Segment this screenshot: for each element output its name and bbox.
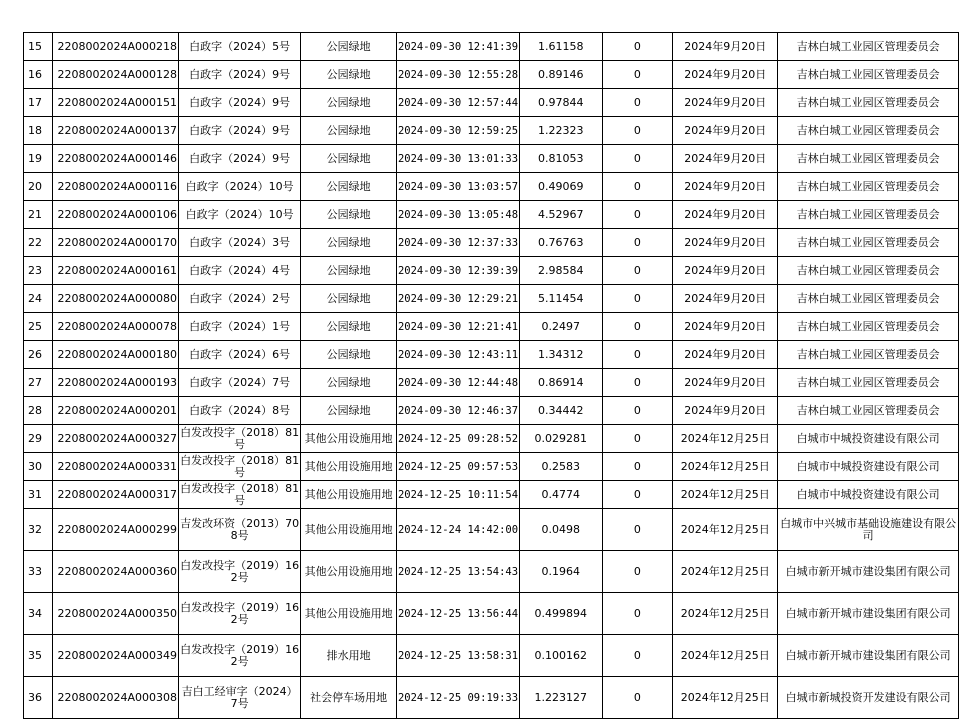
cell-approval-doc: 白政字（2024）6号: [178, 341, 300, 369]
cell-seq: 17: [24, 89, 53, 117]
cell-date: 2024年12月25日: [673, 481, 778, 509]
cell-code: 2208002024A000360: [53, 551, 179, 593]
cell-area: 0.89146: [520, 61, 602, 89]
cell-area: 1.223127: [520, 677, 602, 719]
table-body: [24, 33, 959, 719]
cell-seq: 28: [24, 397, 53, 425]
cell-amount: 0: [602, 551, 673, 593]
cell-amount: 0: [602, 173, 673, 201]
cell-timestamp: 2024-09-30 12:41:39: [396, 33, 519, 61]
cell-amount: 0: [602, 229, 673, 257]
cell-code: 2208002024A000308: [53, 677, 179, 719]
cell-land-use: 其他公用设施用地: [301, 593, 397, 635]
table-row: [24, 481, 959, 509]
cell-land-use: 社会停车场用地: [301, 677, 397, 719]
cell-amount: 0: [602, 593, 673, 635]
cell-seq: 35: [24, 635, 53, 677]
cell-area: 0.2583: [520, 453, 602, 481]
cell-unit: 吉林白城工业园区管理委员会: [778, 201, 959, 229]
cell-land-use: 公园绿地: [301, 145, 397, 173]
cell-timestamp: 2024-09-30 12:44:48: [396, 369, 519, 397]
cell-land-use: 其他公用设施用地: [301, 481, 397, 509]
cell-land-use: 排水用地: [301, 635, 397, 677]
cell-area: 1.61158: [520, 33, 602, 61]
cell-amount: 0: [602, 201, 673, 229]
cell-area: 0.81053: [520, 145, 602, 173]
cell-date: 2024年12月25日: [673, 453, 778, 481]
cell-amount: 0: [602, 257, 673, 285]
cell-code: 2208002024A000331: [53, 453, 179, 481]
cell-date: 2024年12月25日: [673, 551, 778, 593]
cell-amount: 0: [602, 369, 673, 397]
cell-timestamp: 2024-12-24 14:42:00: [396, 509, 519, 551]
cell-code: 2208002024A000116: [53, 173, 179, 201]
cell-timestamp: 2024-09-30 12:43:11: [396, 341, 519, 369]
cell-approval-doc: 白发改投字（2019）162号: [178, 593, 300, 635]
cell-area: 0.0498: [520, 509, 602, 551]
cell-land-use: 公园绿地: [301, 89, 397, 117]
cell-timestamp: 2024-12-25 13:56:44: [396, 593, 519, 635]
table-row: [24, 551, 959, 593]
table-row: [24, 369, 959, 397]
cell-land-use: 公园绿地: [301, 33, 397, 61]
cell-approval-doc: 白政字（2024）9号: [178, 145, 300, 173]
cell-approval-doc: 白政字（2024）3号: [178, 229, 300, 257]
cell-date: 2024年9月20日: [673, 369, 778, 397]
cell-approval-doc: 白政字（2024）9号: [178, 61, 300, 89]
cell-unit: 吉林白城工业园区管理委员会: [778, 257, 959, 285]
cell-approval-doc: 白政字（2024）9号: [178, 89, 300, 117]
cell-timestamp: 2024-09-30 12:29:21: [396, 285, 519, 313]
cell-code: 2208002024A000349: [53, 635, 179, 677]
cell-seq: 29: [24, 425, 53, 453]
cell-unit: 白城市中城投资建设有限公司: [778, 453, 959, 481]
cell-date: 2024年9月20日: [673, 145, 778, 173]
cell-approval-doc: 白政字（2024）10号: [178, 201, 300, 229]
cell-area: 0.100162: [520, 635, 602, 677]
cell-timestamp: 2024-12-25 09:57:53: [396, 453, 519, 481]
cell-amount: 0: [602, 481, 673, 509]
cell-code: 2208002024A000317: [53, 481, 179, 509]
cell-code: 2208002024A000327: [53, 425, 179, 453]
cell-approval-doc: 白政字（2024）4号: [178, 257, 300, 285]
cell-seq: 27: [24, 369, 53, 397]
cell-code: 2208002024A000201: [53, 397, 179, 425]
cell-timestamp: 2024-09-30 12:55:28: [396, 61, 519, 89]
cell-area: 1.34312: [520, 341, 602, 369]
cell-area: 0.4774: [520, 481, 602, 509]
cell-area: 0.029281: [520, 425, 602, 453]
cell-unit: 白城市中城投资建设有限公司: [778, 481, 959, 509]
cell-seq: 33: [24, 551, 53, 593]
cell-amount: 0: [602, 285, 673, 313]
cell-seq: 23: [24, 257, 53, 285]
cell-unit: 吉林白城工业园区管理委员会: [778, 61, 959, 89]
cell-code: 2208002024A000161: [53, 257, 179, 285]
table-row: [24, 33, 959, 61]
cell-unit: 白城市新开城市建设集团有限公司: [778, 551, 959, 593]
cell-timestamp: 2024-09-30 12:46:37: [396, 397, 519, 425]
cell-amount: 0: [602, 341, 673, 369]
cell-approval-doc: 吉白工经审字（2024）7号: [178, 677, 300, 719]
cell-seq: 34: [24, 593, 53, 635]
cell-timestamp: 2024-09-30 12:59:25: [396, 117, 519, 145]
cell-code: 2208002024A000078: [53, 313, 179, 341]
cell-seq: 24: [24, 285, 53, 313]
cell-code: 2208002024A000151: [53, 89, 179, 117]
cell-unit: 吉林白城工业园区管理委员会: [778, 229, 959, 257]
table-row: [24, 341, 959, 369]
cell-date: 2024年9月20日: [673, 229, 778, 257]
cell-seq: 19: [24, 145, 53, 173]
cell-seq: 20: [24, 173, 53, 201]
table-row: [24, 397, 959, 425]
cell-timestamp: 2024-12-25 13:54:43: [396, 551, 519, 593]
table-row: [24, 145, 959, 173]
cell-seq: 25: [24, 313, 53, 341]
cell-approval-doc: 白发改投字（2018）81号: [180, 453, 300, 479]
cell-approval-doc: 白发改投字（2018）81号: [180, 425, 300, 451]
cell-timestamp: 2024-09-30 12:57:44: [396, 89, 519, 117]
cell-timestamp: 2024-12-25 10:11:54: [396, 481, 519, 509]
cell-land-use: 公园绿地: [301, 285, 397, 313]
cell-land-use: 公园绿地: [301, 201, 397, 229]
table-row: [24, 89, 959, 117]
cell-seq: 18: [24, 117, 53, 145]
cell-area: 4.52967: [520, 201, 602, 229]
cell-seq: 15: [24, 33, 53, 61]
cell-timestamp: 2024-12-25 09:19:33: [396, 677, 519, 719]
cell-land-use: 公园绿地: [301, 341, 397, 369]
cell-timestamp: 2024-09-30 12:37:33: [396, 229, 519, 257]
cell-area: 0.97844: [520, 89, 602, 117]
cell-code: 2208002024A000180: [53, 341, 179, 369]
cell-approval-doc: 白政字（2024）1号: [178, 313, 300, 341]
cell-area: 0.2497: [520, 313, 602, 341]
table-row: [24, 229, 959, 257]
cell-date: 2024年9月20日: [673, 61, 778, 89]
cell-area: 0.76763: [520, 229, 602, 257]
cell-amount: 0: [602, 89, 673, 117]
cell-date: 2024年9月20日: [673, 397, 778, 425]
cell-land-use: 其他公用设施用地: [301, 551, 397, 593]
cell-timestamp: 2024-09-30 12:39:39: [396, 257, 519, 285]
cell-approval-doc: 白政字（2024）9号: [178, 117, 300, 145]
cell-area: 0.499894: [520, 593, 602, 635]
cell-date: 2024年12月25日: [673, 593, 778, 635]
cell-date: 2024年9月20日: [673, 33, 778, 61]
cell-code: 2208002024A000170: [53, 229, 179, 257]
cell-code: 2208002024A000350: [53, 593, 179, 635]
cell-date: 2024年12月25日: [673, 635, 778, 677]
cell-approval-doc: 白政字（2024）10号: [178, 173, 300, 201]
cell-approval-doc: 白政字（2024）2号: [178, 285, 300, 313]
cell-area: 0.86914: [520, 369, 602, 397]
cell-land-use: 其他公用设施用地: [301, 425, 397, 453]
cell-timestamp: 2024-09-30 12:21:41: [396, 313, 519, 341]
cell-unit: 吉林白城工业园区管理委员会: [778, 397, 959, 425]
cell-approval-doc: 白发改投字（2019）162号: [178, 551, 300, 593]
cell-amount: 0: [602, 33, 673, 61]
cell-date: 2024年9月20日: [673, 117, 778, 145]
cell-approval-doc: 吉发改环资（2013）708号: [178, 509, 300, 551]
cell-code: 2208002024A000080: [53, 285, 179, 313]
cell-date: 2024年9月20日: [673, 257, 778, 285]
cell-amount: 0: [602, 635, 673, 677]
cell-unit: 吉林白城工业园区管理委员会: [778, 33, 959, 61]
cell-code: 2208002024A000146: [53, 145, 179, 173]
cell-code: 2208002024A000137: [53, 117, 179, 145]
table-row: [24, 509, 959, 551]
cell-land-use: 公园绿地: [301, 257, 397, 285]
cell-seq: 26: [24, 341, 53, 369]
cell-area: 0.49069: [520, 173, 602, 201]
cell-land-use: 其他公用设施用地: [301, 453, 397, 481]
cell-land-use: 公园绿地: [301, 397, 397, 425]
cell-unit: 吉林白城工业园区管理委员会: [778, 117, 959, 145]
cell-seq: 21: [24, 201, 53, 229]
cell-date: 2024年9月20日: [673, 173, 778, 201]
cell-land-use: 公园绿地: [301, 117, 397, 145]
cell-amount: 0: [602, 397, 673, 425]
cell-area: 5.11454: [520, 285, 602, 313]
cell-land-use: 公园绿地: [301, 173, 397, 201]
cell-date: 2024年9月20日: [673, 341, 778, 369]
cell-unit: 吉林白城工业园区管理委员会: [778, 313, 959, 341]
cell-approval-doc: 白政字（2024）5号: [178, 33, 300, 61]
cell-area: 1.22323: [520, 117, 602, 145]
table-row: [24, 313, 959, 341]
cell-land-use: 公园绿地: [301, 313, 397, 341]
cell-date: 2024年9月20日: [673, 89, 778, 117]
cell-seq: 36: [24, 677, 53, 719]
table-row: [24, 201, 959, 229]
land-table: [23, 32, 959, 719]
table-row: [24, 257, 959, 285]
cell-code: 2208002024A000299: [53, 509, 179, 551]
table-row: [24, 677, 959, 719]
cell-code: 2208002024A000218: [53, 33, 179, 61]
cell-timestamp: 2024-12-25 13:58:31: [396, 635, 519, 677]
cell-amount: 0: [602, 453, 673, 481]
cell-date: 2024年9月20日: [673, 201, 778, 229]
cell-land-use: 公园绿地: [301, 61, 397, 89]
cell-unit: 白城市中城投资建设有限公司: [778, 425, 959, 453]
cell-unit: 白城市新开城市建设集团有限公司: [778, 635, 959, 677]
cell-date: 2024年12月25日: [673, 509, 778, 551]
cell-unit: 吉林白城工业园区管理委员会: [778, 173, 959, 201]
cell-timestamp: 2024-12-25 09:28:52: [396, 425, 519, 453]
cell-area: 2.98584: [520, 257, 602, 285]
cell-code: 2208002024A000193: [53, 369, 179, 397]
cell-amount: 0: [602, 145, 673, 173]
table-row: [24, 61, 959, 89]
cell-unit: 吉林白城工业园区管理委员会: [778, 89, 959, 117]
cell-seq: 31: [24, 481, 53, 509]
cell-seq: 22: [24, 229, 53, 257]
cell-seq: 32: [24, 509, 53, 551]
cell-approval-doc: 白发改投字（2019）162号: [178, 635, 300, 677]
table-row: [24, 453, 959, 481]
cell-amount: 0: [602, 425, 673, 453]
table-row: [24, 285, 959, 313]
cell-seq: 16: [24, 61, 53, 89]
cell-land-use: 其他公用设施用地: [301, 509, 397, 551]
cell-date: 2024年12月25日: [673, 425, 778, 453]
cell-amount: 0: [602, 509, 673, 551]
cell-code: 2208002024A000106: [53, 201, 179, 229]
cell-unit: 吉林白城工业园区管理委员会: [778, 341, 959, 369]
cell-timestamp: 2024-09-30 13:01:33: [396, 145, 519, 173]
table-row: [24, 425, 959, 453]
cell-land-use: 公园绿地: [301, 229, 397, 257]
cell-amount: 0: [602, 313, 673, 341]
cell-unit: 白城市新开城市建设集团有限公司: [778, 593, 959, 635]
cell-date: 2024年12月25日: [673, 677, 778, 719]
cell-amount: 0: [602, 61, 673, 89]
cell-approval-doc: 白政字（2024）7号: [178, 369, 300, 397]
cell-unit: 白城市新城投资开发建设有限公司: [778, 677, 959, 719]
table-row: [24, 117, 959, 145]
cell-area: 0.34442: [520, 397, 602, 425]
cell-unit: 吉林白城工业园区管理委员会: [778, 369, 959, 397]
cell-amount: 0: [602, 677, 673, 719]
table-row: [24, 173, 959, 201]
cell-amount: 0: [602, 117, 673, 145]
cell-code: 2208002024A000128: [53, 61, 179, 89]
table-row: [24, 635, 959, 677]
cell-area: 0.1964: [520, 551, 602, 593]
table-row: [24, 593, 959, 635]
cell-date: 2024年9月20日: [673, 313, 778, 341]
cell-unit: 吉林白城工业园区管理委员会: [778, 145, 959, 173]
cell-unit: 白城市中兴城市基础设施建设有限公司: [778, 509, 959, 551]
cell-timestamp: 2024-09-30 13:03:57: [396, 173, 519, 201]
cell-approval-doc: 白发改投字（2018）81号: [180, 481, 300, 507]
cell-land-use: 公园绿地: [301, 369, 397, 397]
cell-seq: 30: [24, 453, 53, 481]
cell-unit: 吉林白城工业园区管理委员会: [778, 285, 959, 313]
cell-timestamp: 2024-09-30 13:05:48: [396, 201, 519, 229]
cell-approval-doc: 白政字（2024）8号: [178, 397, 300, 425]
cell-date: 2024年9月20日: [673, 285, 778, 313]
